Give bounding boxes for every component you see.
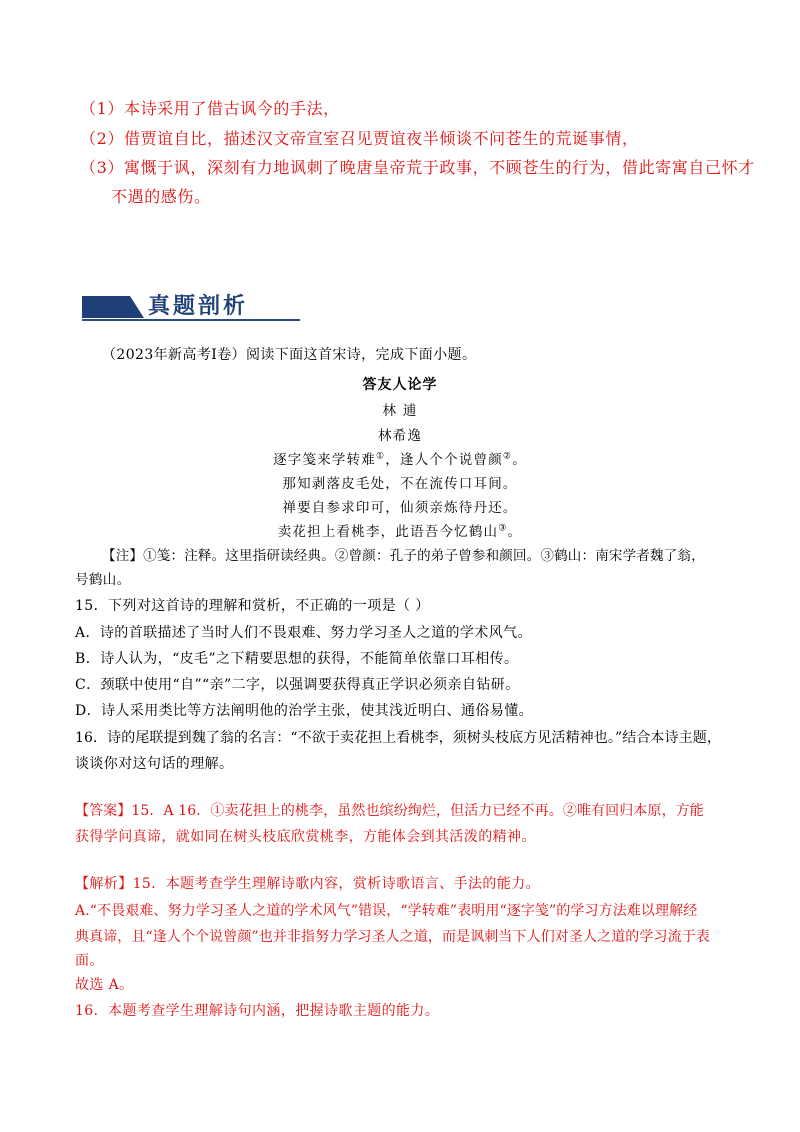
- poem-notes-line-1: 【注】①笺：注释。这里指研读经典。②曾颜：孔子的弟子曾参和颜回。③鹤山：南宋学者魏了翁，: [102, 548, 705, 564]
- analysis-line-5: 故选 A。: [75, 977, 134, 993]
- question-intro: （2023年新高考Ⅰ卷）阅读下面这首宋诗，完成下面小题。: [102, 347, 477, 363]
- section-banner: [82, 292, 300, 322]
- analysis-line-6: 16．本题考查学生理解诗句内涵，把握诗歌主题的能力。: [75, 1003, 440, 1019]
- intro-point-1: （1）本诗采用了借古讽今的手法，: [80, 99, 340, 118]
- q16-line-2: 谈谈你对这句话的理解。: [75, 756, 234, 772]
- analysis-line-3: 典真谛，且“逢人个个说曾颜”也并非指努力学习圣人之道，而是讽刺当下人们对圣人之道的学习流于表: [75, 929, 710, 945]
- poem-author-alt: 林希逸: [377, 428, 423, 444]
- poem-author: 林 逋: [382, 403, 418, 419]
- intro-point-3: （3）寓慨于讽，深刻有力地讽刺了晚唐皇帝荒于政事，不顾苍生的行为，借此寄寓自己怀才: [80, 158, 755, 177]
- q15-stem: 15．下列对这首诗的理解和赏析，不正确的一项是（ ）: [75, 598, 430, 614]
- intro-point-2: （2）借贾谊自比，描述汉文帝宣室召见贾谊夜半倾谈不问苍生的荒诞事情，: [80, 129, 639, 148]
- section-title: 真题剖析: [148, 293, 249, 319]
- poem-line-1: 逐字笺来学转难①，逢人个个说曾颜②。: [273, 451, 527, 468]
- poem-line-2: 那知剥落皮毛处，不在流传口耳间。: [282, 476, 518, 492]
- answer-line-2: 获得学问真谛，就如同在树头枝底欣赏桃李，方能体会到其活泼的精神。: [75, 829, 536, 845]
- analysis-line-1: 【解析】15．本题考查学生理解诗歌内容，赏析诗歌语言、手法的能力。: [75, 876, 541, 892]
- q15-option-c: C．颈联中使用“自”“亲”二字，以强调要获得真正学识必须亲自钻研。: [75, 677, 520, 693]
- poem-title: 答友人论学: [362, 377, 438, 393]
- q16-line-1: 16．诗的尾联提到魏了翁的名言：“不欲于卖花担上看桃李，须树头枝底方见活精神也。”结合本诗主题，: [75, 730, 721, 746]
- intro-point-3-cont: 不遇的感伤。: [111, 187, 211, 206]
- poem-notes-line-2: 号鹤山。: [75, 572, 131, 588]
- analysis-line-2: A.“不畏艰难、努力学习圣人之道的学术风气”错误，“学转难”表明用“逐字笺”的学习方法难以理解经: [75, 903, 698, 919]
- answer-line-1: 【答案】15．A 16．①卖花担上的桃李，虽然也缤纷绚烂，但活力已经不再。②唯有回归本原，方能: [75, 803, 704, 819]
- poem-line-4: 卖花担上看桃李，此语吾今忆鹤山③。: [277, 523, 523, 540]
- q15-option-d: D．诗人采用类比等方法阐明他的治学主张，使其浅近明白、通俗易懂。: [75, 703, 534, 719]
- analysis-line-4: 面。: [75, 953, 104, 969]
- poem-line-3: 禅要自参求印可，仙须亲炼待丹还。: [282, 500, 518, 516]
- q15-option-a: A．诗的首联描述了当时人们不畏艰难、努力学习圣人之道的学术风气。: [75, 625, 532, 641]
- q15-option-b: B．诗人认为，“皮毛”之下精要思想的获得，不能简单依靠口耳相传。: [75, 651, 519, 667]
